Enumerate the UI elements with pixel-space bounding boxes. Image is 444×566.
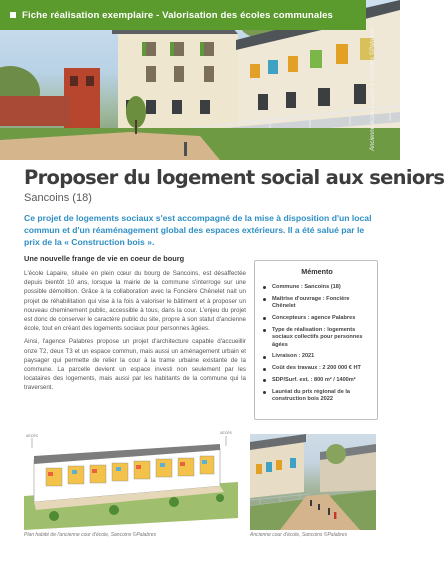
page-title: Proposer du logement social aux seniors	[24, 166, 444, 189]
page-subtitle: Sancoins (18)	[24, 192, 92, 204]
memento-box	[254, 260, 378, 420]
article-column	[24, 254, 246, 397]
article-paragraph: L'école Lapaire, située en plein cœur du bourg de Sancoins, est désaffectée depuis bientôt 10 ans, lorsque la mairie de la commune s'interroge sur une possible démolition. Grâce à la collaboration avec la Foncière Chênelet nait un projet de réhabilitation qui vise à la fois à valoriser le bâtiment et à proposer un nouveau cheminement public, accessible à tous, dans la cour. L'enjeu du projet est donc de conserver le caractère public du site, propre à son statut d'ancienne école, tout en créant des logements sociaux pour personnes âgées.	[24, 270, 246, 333]
memento-item: Lauréat du prix régional de la construction bois 2022	[263, 389, 371, 404]
memento-item: SDP/Surf. ext. : 800 m² / 1400m²	[263, 377, 371, 384]
header-banner	[0, 0, 366, 30]
site-plan-caption: Plan habité de l'ancienne cour d'école, Sancoins ©Palabres	[24, 532, 157, 538]
hero-photo-credit	[368, 22, 378, 156]
memento-item: Coût des travaux : 2 200 000 € HT	[263, 365, 371, 372]
lead-paragraph: Ce projet de logements sociaux s'est accompagné de la mise à disposition d'un local commun et d'un réaménagement global des espaces extérieurs. Il a été salué par le prix de la « Construction bois ».	[24, 213, 372, 248]
article-paragraph: Ainsi, l'agence Palabres propose un projet d'architecture capable d'accueillir onze T2, deux T3 et un espace commun, mais aussi un aménagement urbain et paysager qui permette de relier la cour à la trame urbaine existante de la commune. La parcelle devient un espace investi non seulement par les locataires des logements, mais aussi par les habitants de la commune qui la traversent.	[24, 338, 246, 392]
memento-title: Mémento	[301, 267, 333, 276]
courtyard-photo-caption: Ancienne cour d'école, Sancoins ©Palabres	[250, 532, 348, 538]
memento-item: Commune : Sancoins (18)	[263, 284, 371, 291]
courtyard-photo	[250, 434, 376, 530]
banner-square-icon	[10, 12, 16, 18]
article-heading: Une nouvelle frange de vie en coeur de bourg	[24, 254, 185, 263]
memento-item: Concepteurs : agence Palabres	[263, 315, 371, 322]
site-plan-drawing	[24, 432, 238, 530]
memento-item: Type de réalisation : logements sociaux collectifs pour personnes âgées	[263, 327, 371, 349]
header-banner-text: Fiche réalisation exemplaire - Valorisation des écoles communales	[22, 9, 333, 21]
hero-photo-credit-text: Ancienne école Lapaire à Sancoins ©Palabres	[370, 27, 376, 151]
courtyard-illustration	[250, 434, 376, 530]
plan-access-label-left: accès	[26, 433, 39, 438]
hero-photo	[0, 0, 400, 160]
plan-access-label-right: accès	[220, 430, 233, 435]
memento-item: Livraison : 2021	[263, 353, 371, 360]
memento-item: Maîtrise d'ouvrage : Foncière Chênelet	[263, 296, 371, 311]
memento-list	[263, 284, 371, 404]
site-plan-illustration	[24, 432, 238, 530]
